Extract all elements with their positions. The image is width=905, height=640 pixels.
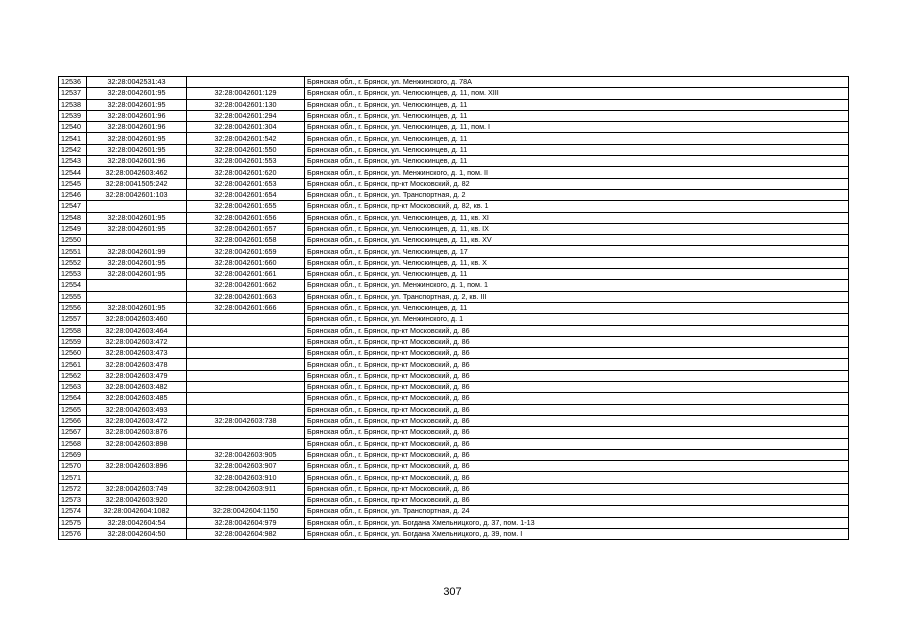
table-row	[59, 427, 849, 438]
row-number-cell: 12550	[59, 235, 87, 246]
row-number-cell: 12563	[59, 382, 87, 393]
address-cell: Брянская обл., г. Брянск, ул. Транспортная, д. 2, кв. III	[305, 291, 849, 302]
table-row	[59, 506, 849, 517]
table-row	[59, 77, 849, 88]
row-number-cell: 12540	[59, 122, 87, 133]
land-cadastral-number-cell: 32:28:0042603:472	[87, 336, 187, 347]
row-number-cell: 12544	[59, 167, 87, 178]
row-number-cell: 12558	[59, 325, 87, 336]
land-cadastral-number-cell	[87, 280, 187, 291]
registry-table	[58, 76, 849, 540]
object-cadastral-number-cell: 32:28:0042603:910	[187, 472, 305, 483]
land-cadastral-number-cell: 32:28:0042603:473	[87, 348, 187, 359]
row-number-cell: 12565	[59, 404, 87, 415]
row-number-cell: 12541	[59, 133, 87, 144]
row-number-cell: 12536	[59, 77, 87, 88]
row-number-cell: 12572	[59, 483, 87, 494]
address-cell: Брянская обл., г. Брянск, ул. Менжинского, д. 78А	[305, 77, 849, 88]
object-cadastral-number-cell: 32:28:0042601:663	[187, 291, 305, 302]
address-cell: Брянская обл., г. Брянск, пр-кт Московский, д. 86	[305, 494, 849, 505]
object-cadastral-number-cell: 32:28:0042601:130	[187, 99, 305, 110]
land-cadastral-number-cell: 32:28:0042603:493	[87, 404, 187, 415]
row-number-cell: 12538	[59, 99, 87, 110]
row-number-cell: 12570	[59, 461, 87, 472]
address-cell: Брянская обл., г. Брянск, пр-кт Московский, д. 86	[305, 393, 849, 404]
land-cadastral-number-cell	[87, 235, 187, 246]
object-cadastral-number-cell: 32:28:0042601:661	[187, 269, 305, 280]
object-cadastral-number-cell: 32:28:0042603:905	[187, 449, 305, 460]
object-cadastral-number-cell: 32:28:0042601:662	[187, 280, 305, 291]
row-number-cell: 12576	[59, 528, 87, 539]
land-cadastral-number-cell: 32:28:0042601:95	[87, 88, 187, 99]
object-cadastral-number-cell: 32:28:0042604:982	[187, 528, 305, 539]
address-cell: Брянская обл., г. Брянск, ул. Челюскинцев, д. 11, пом. I	[305, 122, 849, 133]
object-cadastral-number-cell: 32:28:0042603:907	[187, 461, 305, 472]
object-cadastral-number-cell	[187, 336, 305, 347]
table-row	[59, 212, 849, 223]
table-row	[59, 415, 849, 426]
object-cadastral-number-cell: 32:28:0042601:666	[187, 302, 305, 313]
address-cell: Брянская обл., г. Брянск, ул. Транспортная, д. 24	[305, 506, 849, 517]
land-cadastral-number-cell: 32:28:0042601:95	[87, 269, 187, 280]
table-row	[59, 257, 849, 268]
land-cadastral-number-cell: 32:28:0042603:472	[87, 415, 187, 426]
table-row	[59, 291, 849, 302]
row-number-cell: 12566	[59, 415, 87, 426]
row-number-cell: 12567	[59, 427, 87, 438]
object-cadastral-number-cell: 32:28:0042603:738	[187, 415, 305, 426]
table-row	[59, 156, 849, 167]
address-cell: Брянская обл., г. Брянск, ул. Челюскинцев, д. 11, пом. XIII	[305, 88, 849, 99]
address-cell: Брянская обл., г. Брянск, ул. Челюскинцев, д. 11	[305, 269, 849, 280]
table-row	[59, 178, 849, 189]
table-row	[59, 348, 849, 359]
row-number-cell: 12543	[59, 156, 87, 167]
row-number-cell: 12549	[59, 223, 87, 234]
land-cadastral-number-cell: 32:28:0042601:99	[87, 246, 187, 257]
address-cell: Брянская обл., г. Брянск, пр-кт Московский, д. 86	[305, 461, 849, 472]
table-row	[59, 461, 849, 472]
land-cadastral-number-cell: 32:28:0042601:95	[87, 223, 187, 234]
land-cadastral-number-cell: 32:28:0041505:242	[87, 178, 187, 189]
land-cadastral-number-cell: 32:28:0042604:50	[87, 528, 187, 539]
object-cadastral-number-cell: 32:28:0042601:129	[187, 88, 305, 99]
address-cell: Брянская обл., г. Брянск, пр-кт Московский, д. 86	[305, 359, 849, 370]
land-cadastral-number-cell: 32:28:0042601:96	[87, 156, 187, 167]
land-cadastral-number-cell: 32:28:0042603:464	[87, 325, 187, 336]
registry-table-body	[59, 77, 849, 540]
row-number-cell: 12547	[59, 201, 87, 212]
land-cadastral-number-cell: 32:28:0042531:43	[87, 77, 187, 88]
table-row	[59, 404, 849, 415]
land-cadastral-number-cell: 32:28:0042601:95	[87, 133, 187, 144]
row-number-cell: 12555	[59, 291, 87, 302]
table-row	[59, 235, 849, 246]
object-cadastral-number-cell: 32:28:0042601:553	[187, 156, 305, 167]
land-cadastral-number-cell: 32:28:0042603:920	[87, 494, 187, 505]
row-number-cell: 12545	[59, 178, 87, 189]
land-cadastral-number-cell: 32:28:0042604:1082	[87, 506, 187, 517]
address-cell: Брянская обл., г. Брянск, пр-кт Московский, д. 86	[305, 404, 849, 415]
row-number-cell: 12553	[59, 269, 87, 280]
row-number-cell: 12569	[59, 449, 87, 460]
land-cadastral-number-cell	[87, 201, 187, 212]
object-cadastral-number-cell: 32:28:0042601:660	[187, 257, 305, 268]
land-cadastral-number-cell: 32:28:0042601:95	[87, 99, 187, 110]
address-cell: Брянская обл., г. Брянск, пр-кт Московский, д. 86	[305, 370, 849, 381]
row-number-cell: 12537	[59, 88, 87, 99]
object-cadastral-number-cell: 32:28:0042601:550	[187, 144, 305, 155]
table-row	[59, 438, 849, 449]
row-number-cell: 12542	[59, 144, 87, 155]
address-cell: Брянская обл., г. Брянск, ул. Челюскинцев, д. 11	[305, 144, 849, 155]
land-cadastral-number-cell: 32:28:0042601:96	[87, 122, 187, 133]
address-cell: Брянская обл., г. Брянск, пр-кт Московский, д. 86	[305, 348, 849, 359]
land-cadastral-number-cell: 32:28:0042603:462	[87, 167, 187, 178]
object-cadastral-number-cell	[187, 393, 305, 404]
table-row	[59, 314, 849, 325]
row-number-cell: 12562	[59, 370, 87, 381]
address-cell: Брянская обл., г. Брянск, ул. Челюскинцев, д. 11, кв. XI	[305, 212, 849, 223]
table-row	[59, 325, 849, 336]
table-row	[59, 246, 849, 257]
land-cadastral-number-cell: 32:28:0042601:95	[87, 302, 187, 313]
row-number-cell: 12546	[59, 189, 87, 200]
table-row	[59, 88, 849, 99]
object-cadastral-number-cell	[187, 77, 305, 88]
object-cadastral-number-cell: 32:28:0042601:304	[187, 122, 305, 133]
land-cadastral-number-cell	[87, 449, 187, 460]
address-cell: Брянская обл., г. Брянск, ул. Челюскинцев, д. 11	[305, 99, 849, 110]
table-row	[59, 370, 849, 381]
object-cadastral-number-cell	[187, 359, 305, 370]
table-row	[59, 359, 849, 370]
object-cadastral-number-cell	[187, 314, 305, 325]
address-cell: Брянская обл., г. Брянск, ул. Богдана Хмельницкого, д. 37, пом. 1-13	[305, 517, 849, 528]
address-cell: Брянская обл., г. Брянск, ул. Менжинского, д. 1	[305, 314, 849, 325]
row-number-cell: 12560	[59, 348, 87, 359]
row-number-cell: 12551	[59, 246, 87, 257]
object-cadastral-number-cell	[187, 494, 305, 505]
object-cadastral-number-cell: 32:28:0042601:294	[187, 110, 305, 121]
address-cell: Брянская обл., г. Брянск, пр-кт Московский, д. 86	[305, 449, 849, 460]
object-cadastral-number-cell	[187, 325, 305, 336]
address-cell: Брянская обл., г. Брянск, пр-кт Московский, д. 86	[305, 325, 849, 336]
land-cadastral-number-cell	[87, 291, 187, 302]
address-cell: Брянская обл., г. Брянск, ул. Челюскинцев, д. 11	[305, 156, 849, 167]
land-cadastral-number-cell: 32:28:0042603:482	[87, 382, 187, 393]
object-cadastral-number-cell: 32:28:0042601:657	[187, 223, 305, 234]
object-cadastral-number-cell: 32:28:0042601:659	[187, 246, 305, 257]
address-cell: Брянская обл., г. Брянск, ул. Челюскинцев, д. 17	[305, 246, 849, 257]
land-cadastral-number-cell: 32:28:0042603:485	[87, 393, 187, 404]
address-cell: Брянская обл., г. Брянск, ул. Транспортная, д. 2	[305, 189, 849, 200]
object-cadastral-number-cell: 32:28:0042601:655	[187, 201, 305, 212]
row-number-cell: 12552	[59, 257, 87, 268]
object-cadastral-number-cell: 32:28:0042604:979	[187, 517, 305, 528]
address-cell: Брянская обл., г. Брянск, пр-кт Московский, д. 82	[305, 178, 849, 189]
land-cadastral-number-cell: 32:28:0042603:749	[87, 483, 187, 494]
row-number-cell: 12574	[59, 506, 87, 517]
table-row	[59, 494, 849, 505]
row-number-cell: 12571	[59, 472, 87, 483]
address-cell: Брянская обл., г. Брянск, пр-кт Московский, д. 86	[305, 415, 849, 426]
object-cadastral-number-cell	[187, 404, 305, 415]
object-cadastral-number-cell: 32:28:0042603:911	[187, 483, 305, 494]
land-cadastral-number-cell: 32:28:0042601:95	[87, 212, 187, 223]
table-row	[59, 517, 849, 528]
address-cell: Брянская обл., г. Брянск, ул. Менжинского, д. 1, пом. 1	[305, 280, 849, 291]
object-cadastral-number-cell: 32:28:0042604:1150	[187, 506, 305, 517]
address-cell: Брянская обл., г. Брянск, ул. Челюскинцев, д. 11, кв. XV	[305, 235, 849, 246]
row-number-cell: 12575	[59, 517, 87, 528]
land-cadastral-number-cell: 32:28:0042603:898	[87, 438, 187, 449]
land-cadastral-number-cell	[87, 472, 187, 483]
address-cell: Брянская обл., г. Брянск, ул. Челюскинцев, д. 11, кв. IX	[305, 223, 849, 234]
row-number-cell: 12568	[59, 438, 87, 449]
object-cadastral-number-cell	[187, 427, 305, 438]
row-number-cell: 12564	[59, 393, 87, 404]
object-cadastral-number-cell	[187, 438, 305, 449]
address-cell: Брянская обл., г. Брянск, ул. Богдана Хмельницкого, д. 39, пом. I	[305, 528, 849, 539]
table-row	[59, 382, 849, 393]
row-number-cell: 12554	[59, 280, 87, 291]
object-cadastral-number-cell: 32:28:0042601:658	[187, 235, 305, 246]
table-row	[59, 302, 849, 313]
address-cell: Брянская обл., г. Брянск, пр-кт Московский, д. 86	[305, 427, 849, 438]
row-number-cell: 12539	[59, 110, 87, 121]
table-row	[59, 133, 849, 144]
table-row	[59, 201, 849, 212]
table-row	[59, 336, 849, 347]
table-row	[59, 472, 849, 483]
table-row	[59, 449, 849, 460]
page-number: 307	[443, 586, 462, 598]
table-row	[59, 483, 849, 494]
land-cadastral-number-cell: 32:28:0042603:478	[87, 359, 187, 370]
address-cell: Брянская обл., г. Брянск, ул. Менжинского, д. 1, пом. II	[305, 167, 849, 178]
address-cell: Брянская обл., г. Брянск, пр-кт Московский, д. 86	[305, 472, 849, 483]
table-row	[59, 223, 849, 234]
land-cadastral-number-cell: 32:28:0042601:95	[87, 257, 187, 268]
address-cell: Брянская обл., г. Брянск, пр-кт Московский, д. 86	[305, 483, 849, 494]
address-cell: Брянская обл., г. Брянск, ул. Челюскинцев, д. 11	[305, 302, 849, 313]
land-cadastral-number-cell: 32:28:0042604:54	[87, 517, 187, 528]
row-number-cell: 12548	[59, 212, 87, 223]
object-cadastral-number-cell: 32:28:0042601:656	[187, 212, 305, 223]
row-number-cell: 12573	[59, 494, 87, 505]
object-cadastral-number-cell: 32:28:0042601:542	[187, 133, 305, 144]
land-cadastral-number-cell: 32:28:0042603:460	[87, 314, 187, 325]
table-row	[59, 167, 849, 178]
address-cell: Брянская обл., г. Брянск, пр-кт Московский, д. 86	[305, 336, 849, 347]
table-row	[59, 99, 849, 110]
row-number-cell: 12557	[59, 314, 87, 325]
object-cadastral-number-cell	[187, 370, 305, 381]
object-cadastral-number-cell: 32:28:0042601:654	[187, 189, 305, 200]
address-cell: Брянская обл., г. Брянск, пр-кт Московский, д. 86	[305, 382, 849, 393]
address-cell: Брянская обл., г. Брянск, ул. Челюскинцев, д. 11	[305, 133, 849, 144]
address-cell: Брянская обл., г. Брянск, пр-кт Московский, д. 86	[305, 438, 849, 449]
table-row	[59, 393, 849, 404]
land-cadastral-number-cell: 32:28:0042603:876	[87, 427, 187, 438]
table-row	[59, 189, 849, 200]
table-row	[59, 280, 849, 291]
land-cadastral-number-cell: 32:28:0042601:96	[87, 110, 187, 121]
address-cell: Брянская обл., г. Брянск, ул. Челюскинцев, д. 11, кв. X	[305, 257, 849, 268]
object-cadastral-number-cell	[187, 348, 305, 359]
object-cadastral-number-cell	[187, 382, 305, 393]
land-cadastral-number-cell: 32:28:0042603:896	[87, 461, 187, 472]
land-cadastral-number-cell: 32:28:0042601:103	[87, 189, 187, 200]
row-number-cell: 12561	[59, 359, 87, 370]
row-number-cell: 12556	[59, 302, 87, 313]
object-cadastral-number-cell: 32:28:0042601:653	[187, 178, 305, 189]
address-cell: Брянская обл., г. Брянск, пр-кт Московский, д. 82, кв. 1	[305, 201, 849, 212]
table-row	[59, 144, 849, 155]
table-row	[59, 122, 849, 133]
object-cadastral-number-cell: 32:28:0042601:620	[187, 167, 305, 178]
land-cadastral-number-cell: 32:28:0042601:95	[87, 144, 187, 155]
table-row	[59, 528, 849, 539]
table-row	[59, 269, 849, 280]
land-cadastral-number-cell: 32:28:0042603:479	[87, 370, 187, 381]
row-number-cell: 12559	[59, 336, 87, 347]
address-cell: Брянская обл., г. Брянск, ул. Челюскинцев, д. 11	[305, 110, 849, 121]
table-row	[59, 110, 849, 121]
